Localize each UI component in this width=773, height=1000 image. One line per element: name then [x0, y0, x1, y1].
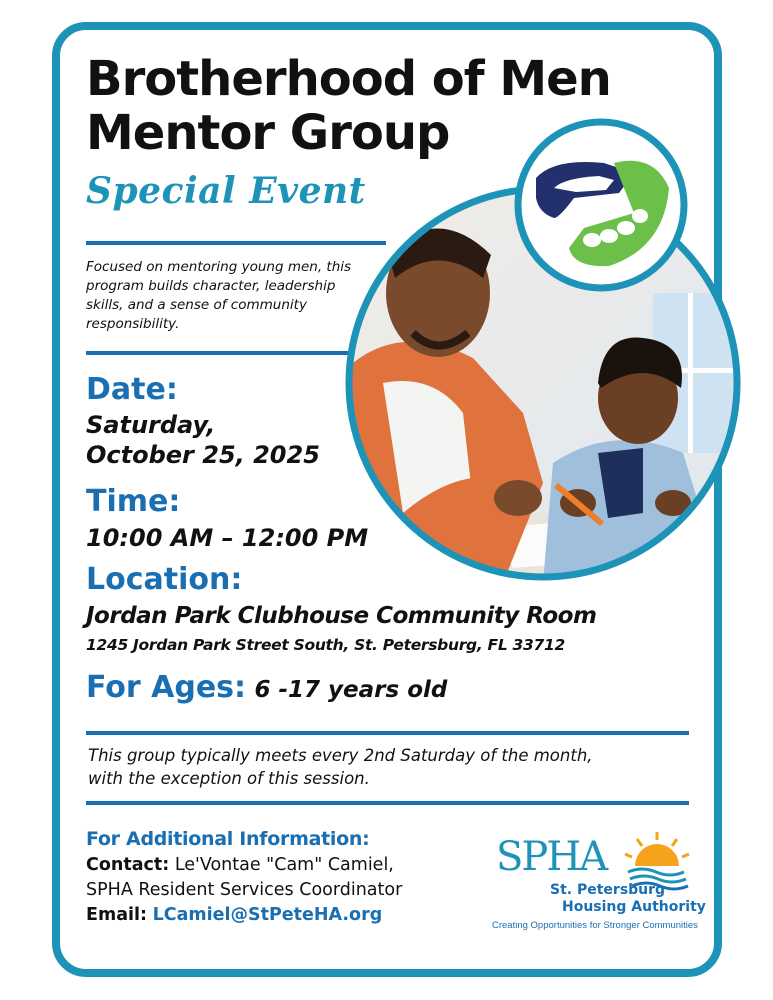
- info-heading: For Additional Information:: [86, 828, 370, 850]
- spha-name-line-1: St. Petersburg: [550, 882, 666, 898]
- time-label: Time:: [86, 484, 181, 519]
- note-line-2: with the exception of this session.: [88, 769, 370, 788]
- date-line-1: Saturday,: [86, 411, 216, 439]
- spha-letters: SPHA: [496, 834, 607, 880]
- ages-value: 6 -17 years old: [254, 677, 448, 703]
- spha-logo: [490, 826, 706, 936]
- divider-note-bottom: [86, 801, 689, 805]
- divider-note-top: [86, 731, 689, 735]
- date-line-2: October 25, 2025: [86, 441, 320, 469]
- time-value: 10:00 AM – 12:00 PM: [86, 524, 369, 552]
- contact-role: SPHA Resident Services Coordinator: [86, 880, 403, 900]
- divider-top: [86, 241, 386, 245]
- ages-row: [86, 670, 447, 705]
- date-label: Date:: [86, 372, 178, 407]
- note-line-1: This group typically meets every 2nd Saturday of the month,: [88, 746, 593, 765]
- title-line-1: Brotherhood of Men: [86, 51, 611, 107]
- title-line-2: Mentor Group: [86, 105, 450, 161]
- email-link[interactable]: LCamiel@StPeteHA.org: [152, 905, 383, 925]
- special-event-subtitle: Special Event: [86, 170, 366, 212]
- handshake-logo-icon: [514, 118, 688, 292]
- email-line: [86, 905, 382, 925]
- divider-intro: [86, 351, 358, 355]
- spha-tagline: Creating Opportunities for Stronger Communities: [492, 920, 698, 931]
- program-description: Focused on mentoring young men, this program builds character, leadership skills, and a sense of community responsibility.: [86, 259, 352, 332]
- contact-label: Contact:: [86, 855, 170, 875]
- location-name: Jordan Park Clubhouse Community Room: [86, 603, 597, 629]
- contact-name: Le'Vontae "Cam" Camiel,: [174, 855, 394, 875]
- meeting-note: [88, 744, 698, 790]
- handshake-logo: [514, 118, 688, 292]
- sun-icon: [625, 832, 689, 866]
- spha-logo-graphic: [490, 826, 706, 936]
- date-value: [86, 410, 320, 470]
- email-label: Email:: [86, 905, 147, 925]
- ages-label: For Ages:: [86, 670, 247, 705]
- location-label: Location:: [86, 562, 243, 597]
- location-address: 1245 Jordan Park Street South, St. Petersburg, FL 33712: [86, 636, 565, 654]
- contact-line: [86, 855, 394, 875]
- spha-name-line-2: Housing Authority: [562, 899, 706, 915]
